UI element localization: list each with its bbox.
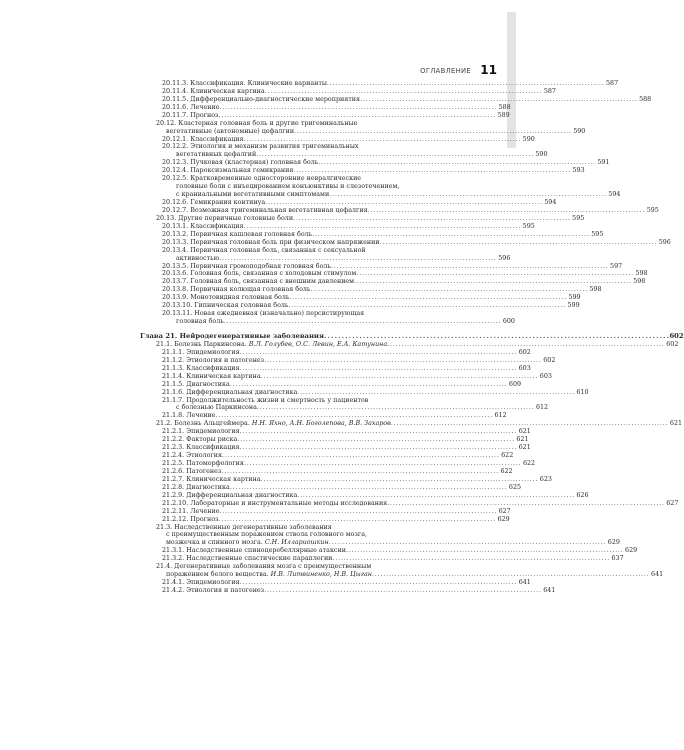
toc-entry-title: 20.12.7. Возможная тригеминальная вегетативная цефалгия — [162, 206, 368, 214]
toc-entry-title: 20.11.6. Лечение — [162, 103, 220, 111]
toc-entry[interactable] — [140, 571, 664, 579]
toc-entry[interactable] — [140, 364, 531, 373]
toc-entry-title: 21.2.1. Эпидемиология — [162, 428, 240, 436]
toc-entry[interactable] — [140, 254, 511, 263]
leader-dots — [354, 278, 630, 286]
toc-entry-authors: В.Л. Голубев, О.С. Левин, Е.А. Катунина — [248, 340, 388, 348]
toc-page-number: 609 — [508, 380, 522, 388]
toc-entry[interactable] — [140, 199, 557, 207]
toc-entry[interactable] — [140, 515, 510, 524]
toc-entry[interactable] — [140, 111, 510, 120]
toc-entry[interactable] — [140, 214, 585, 223]
leader-dots — [219, 508, 495, 516]
leader-dots — [264, 587, 540, 595]
leader-dots — [264, 357, 540, 365]
toc-page-number: 637 — [611, 555, 624, 563]
toc-page-number: 599 — [567, 302, 580, 310]
toc-entry[interactable] — [140, 191, 621, 199]
leader-dots — [387, 500, 663, 508]
leader-dots — [356, 270, 632, 278]
leader-dots — [237, 436, 513, 444]
leader-dots — [240, 349, 516, 357]
toc-entry-title: 20.13.8. Первичная колющая головная боль — [162, 286, 311, 294]
toc-entry[interactable] — [140, 302, 580, 310]
toc-page-number: 622 — [522, 460, 536, 468]
toc-entry-title: 21.2.10. Лабораторные и инструментальные методы исследования — [162, 499, 388, 507]
leader-dots — [257, 404, 533, 412]
toc-entry-title: 20.13.4. Первичная головная боль, связанная с сексуальной — [162, 246, 366, 254]
toc-entry-title: головная боль — [176, 318, 224, 326]
toc-entry-title: 21.1.7. Продолжительность жизни и смертность у пациентов — [162, 396, 369, 404]
leader-dots — [318, 159, 594, 167]
toc-entry-title: 20.13.1. Классификация — [162, 222, 244, 230]
toc-entry[interactable] — [140, 127, 586, 136]
toc-entry[interactable] — [140, 175, 480, 183]
toc-page-number: 602 — [669, 332, 684, 341]
toc-page-number: 621 — [516, 436, 529, 444]
toc-page-number: 629 — [497, 515, 510, 523]
toc-entry-title: 21.2.12. Прогноз — [162, 515, 219, 523]
toc-entry[interactable] — [140, 444, 531, 452]
toc-entry[interactable] — [140, 348, 531, 357]
toc-entry-title: 20.12.6. Гемикрания континуа — [162, 199, 266, 207]
toc-entry-authors: С.Н. Иллариошкин — [264, 539, 329, 547]
leader-dots — [265, 88, 541, 96]
toc-entry-title: 20.11.3. Классификация. Клинические варианты — [162, 79, 327, 87]
toc-page-number: 597 — [610, 262, 623, 270]
toc-entry-title: 20.12.5. Кратковременные односторонние невралгические — [162, 175, 362, 183]
toc-page-number: 589 — [497, 111, 510, 119]
toc-entry[interactable] — [140, 238, 671, 247]
leader-dots — [327, 80, 603, 88]
leader-dots — [329, 539, 605, 547]
toc-page-number: 587 — [543, 87, 556, 95]
running-header — [140, 65, 497, 79]
toc-page-number: 602 — [518, 348, 531, 356]
toc-page-number: 590 — [522, 135, 535, 143]
toc-page-number: 641 — [518, 579, 531, 587]
toc-page-number: 621 — [518, 428, 531, 436]
toc-entry-title: 21.1.4. Клиническая картина — [162, 372, 261, 380]
toc-page-number: 595 — [522, 222, 535, 230]
toc-entry-title: 21.2. Болезнь Альцгеймера. Н.Н. Яхно, А.Н. Боголепова, В.В. Захаров — [156, 420, 391, 428]
leader-dots — [230, 381, 506, 389]
toc-entry[interactable] — [140, 524, 480, 532]
toc-entry-authors: Н.Н. Яхно, А.Н. Боголепова, В.В. Захаров — [251, 420, 391, 428]
toc-entry[interactable] — [140, 499, 679, 508]
leader-dots — [360, 96, 636, 104]
toc-page-number: 595 — [572, 214, 585, 222]
toc-entry[interactable] — [140, 372, 552, 381]
toc-page-number: 602 — [666, 340, 679, 348]
toc-entry-title: 20.11.4. Клиническая картина — [162, 87, 265, 95]
toc-page-number: 625 — [508, 483, 522, 491]
toc-entry[interactable] — [140, 587, 556, 595]
toc-page-number: 594 — [544, 199, 557, 207]
toc-entry-title: 21.2.5. Патоморфология — [162, 460, 244, 468]
leader-dots — [240, 365, 516, 373]
toc-entry[interactable] — [140, 467, 513, 476]
leader-dots — [219, 516, 495, 524]
toc-entry-title: 21.1.6. Дифференциальная диагностика — [162, 388, 298, 396]
toc-entry[interactable] — [140, 436, 529, 444]
toc-page-number: 600 — [502, 318, 515, 326]
leader-dots — [329, 191, 605, 199]
toc-entry-title: 20.13.11. Новая ежедневная (изначально) персистирующая — [162, 310, 365, 318]
toc-entry-title: с болезнью Паркинсона — [176, 404, 257, 412]
toc-page-number: 590 — [573, 127, 586, 135]
toc-entry-title: 20.12.4. Пароксизмальная гемикрания — [162, 167, 294, 175]
toc-page-number: 587 — [606, 79, 619, 87]
toc-entry-title: 21.1.2. Этиология и патогенез — [162, 356, 265, 364]
toc-page-number: 641 — [651, 571, 664, 579]
toc-page-number: 602 — [543, 356, 556, 364]
leader-dots — [261, 373, 537, 381]
toc-page-number: 622 — [501, 452, 514, 460]
toc-entry-title: 20.13.2. Первичная кашлевая головная боль — [162, 230, 313, 238]
toc-entry-title: 20.13.5. Первичная громоподобная головная боль — [162, 262, 331, 270]
toc-entry[interactable] — [140, 460, 536, 468]
leader-dots — [372, 571, 648, 579]
leader-dots — [240, 579, 516, 587]
toc-page-number: 590 — [535, 151, 548, 159]
toc-page-number: 594 — [608, 191, 621, 199]
toc-entry-title: 20.12.1. Классификация — [162, 135, 244, 143]
toc-page-number: 591 — [597, 159, 610, 167]
toc-entry-title: 21.1.8. Лечение — [162, 412, 216, 420]
toc-page-number: 629 — [625, 547, 638, 555]
toc-entry-title: с преимущественным поражением ствола головного мозга, — [166, 531, 368, 539]
toc-entry-title: 20.13.10. Гипническая головная боль — [162, 302, 289, 310]
toc-entry[interactable] — [140, 356, 556, 365]
toc-entry-title: 21.2.8. Диагностика — [162, 483, 230, 491]
leader-dots — [289, 294, 565, 302]
leader-dots — [297, 492, 573, 500]
leader-dots — [219, 104, 495, 112]
toc-entry-title: 21.1.3. Классификация — [162, 364, 240, 372]
leader-dots — [219, 112, 495, 120]
toc-page-number: 626 — [576, 491, 589, 499]
toc-entry-title: 21.2.4. Этиология — [162, 452, 223, 460]
toc-page-number: 612 — [494, 412, 507, 420]
table-of-contents — [140, 79, 684, 595]
leader-dots — [293, 215, 569, 223]
toc-entry-title: с краниальными вегетативными симптомами — [176, 191, 330, 199]
toc-page-number: 595 — [591, 230, 604, 238]
leader-dots — [265, 199, 541, 207]
toc-entry-title: 20.12.3. Пучковая (кластерная) головная боль — [162, 159, 319, 167]
toc-entry[interactable] — [140, 452, 514, 460]
toc-entry[interactable] — [140, 95, 652, 104]
toc-page-number: 612 — [535, 404, 549, 412]
toc-page-number: 596 — [658, 238, 671, 246]
leader-dots — [288, 302, 564, 310]
toc-entry-title: 20.13.6. Головная боль, связанная с холодовым стимулом — [162, 270, 357, 278]
toc-entry-title: поражением белого вещества. И.В. Литвиненко, Н.В. Цыган — [166, 571, 372, 579]
toc-entry[interactable] — [140, 87, 556, 96]
toc-entry[interactable] — [140, 183, 480, 191]
toc-entry[interactable] — [140, 247, 480, 255]
toc-entry-title: вегетативные (автономные) цефалгии — [166, 127, 295, 135]
toc-entry[interactable] — [140, 380, 522, 389]
toc-entry-title: Глава 21. Нейродегенеративные заболевания — [140, 332, 324, 341]
toc-entry-title: 20.12.2. Этиология и механизм развития тригеминальных — [162, 143, 359, 151]
toc-page-number: 593 — [572, 167, 585, 175]
leader-dots — [332, 555, 608, 563]
toc-page-number: 588 — [639, 95, 652, 103]
toc-entry-title: 21.1. Болезнь Паркинсона. В.Л. Голубев, О.С. Левин, Е.А. Катунина — [156, 340, 388, 348]
leader-dots — [221, 468, 497, 476]
leader-dots — [380, 239, 656, 247]
toc-entry-title: вегетативных цефалгий — [176, 151, 257, 159]
toc-entry[interactable] — [140, 475, 552, 484]
toc-entry-title: 21.2.3. Классификация — [162, 444, 240, 452]
toc-entry[interactable] — [140, 318, 515, 326]
toc-entry-title: активностью — [176, 254, 220, 262]
toc-entry-title: 21.2.6. Патогенез — [162, 467, 222, 475]
leader-dots — [261, 476, 537, 484]
toc-entry[interactable] — [140, 483, 522, 492]
toc-entry[interactable] — [140, 340, 679, 349]
toc-entry-title: 21.1.5. Диагностика — [162, 380, 230, 388]
toc-page-number: 598 — [633, 278, 646, 286]
toc-page-number: 641 — [543, 587, 556, 595]
toc-entry-title: головные боли с инъецированием конъюнктивы и слезотечением, — [176, 183, 400, 191]
toc-page-number: 627 — [666, 499, 679, 507]
toc-entry[interactable] — [140, 222, 535, 231]
toc-entry[interactable] — [140, 579, 531, 587]
leader-dots — [297, 389, 573, 397]
toc-entry-authors: И.В. Литвиненко, Н.В. Цыган — [270, 571, 372, 579]
leader-dots — [312, 231, 588, 239]
leader-dots — [244, 223, 520, 231]
page-number: 11 — [480, 63, 497, 77]
toc-entry-title: 20.12. Кластерная головная боль и другие тригеминальные — [156, 119, 358, 127]
toc-page-number: 588 — [498, 103, 511, 111]
leader-dots — [244, 460, 520, 468]
toc-entry-title: мозжечка и спинного мозга. С.Н. Иллариошкин — [166, 539, 329, 547]
leader-dots — [230, 484, 506, 492]
toc-entry-title: 21.2.9. Дифференциальная диагностика — [162, 491, 298, 499]
leader-dots — [224, 318, 500, 326]
toc-page-number: 598 — [635, 270, 648, 278]
toc-entry[interactable] — [140, 563, 480, 571]
leader-dots — [387, 341, 663, 349]
toc-entry[interactable] — [140, 507, 511, 516]
leader-dots — [310, 286, 586, 294]
toc-page-number: 603 — [539, 372, 552, 380]
toc-page-number: 595 — [646, 206, 659, 214]
toc-entry[interactable] — [140, 103, 511, 112]
toc-chapter[interactable] — [140, 332, 684, 341]
toc-page-number: 622 — [500, 467, 513, 475]
toc-page-number: 599 — [568, 294, 581, 302]
toc-entry[interactable] — [140, 388, 589, 397]
toc-entry[interactable] — [140, 491, 589, 500]
toc-entry-title: 21.1.1. Эпидемиология — [162, 348, 240, 356]
toc-page-number: 621 — [669, 420, 683, 428]
toc-entry-title: 21.2.2. Факторы риска — [162, 436, 238, 444]
leader-dots — [222, 452, 498, 460]
toc-entry-title: 20.13. Другие первичные головные боли — [156, 214, 294, 222]
leader-dots — [240, 444, 516, 452]
toc-page-number: 627 — [498, 507, 511, 515]
leader-dots — [240, 428, 516, 436]
leader-dots — [368, 207, 644, 215]
toc-page-number: 623 — [539, 475, 552, 483]
toc-page-number: 596 — [498, 254, 511, 262]
toc-page-number: 603 — [518, 364, 531, 372]
toc-entry-title: 21.3.2. Наследственные спастические параплегии — [162, 555, 333, 563]
toc-entry-title: 21.3. Наследственные дегенеративные заболевания — [156, 523, 332, 531]
leader-dots — [331, 263, 607, 271]
toc-page-number: 598 — [589, 286, 602, 294]
toc-entry-title: 20.11.7. Прогноз — [162, 111, 219, 119]
toc-page-number: 610 — [576, 388, 589, 396]
toc-entry-title: 21.4.2. Этиология и патогенез — [162, 587, 265, 595]
toc-entry-title: 21.4.1. Эпидемиология — [162, 579, 240, 587]
section-title: ОГЛАВЛЕНИЕ — [420, 67, 471, 75]
toc-entry[interactable] — [140, 310, 480, 318]
toc-entry-title: 20.11.5. Дифференциально-диагностические мероприятия — [162, 95, 360, 103]
toc-entry[interactable] — [140, 532, 480, 540]
toc-page-number: 621 — [518, 444, 531, 452]
leader-dots — [346, 547, 622, 555]
toc-page-number: 629 — [607, 539, 620, 547]
toc-entry-title: 20.13.9. Монетовидная головная боль — [162, 294, 290, 302]
toc-entry[interactable] — [140, 230, 604, 239]
toc-entry-title: 21.2.11. Лечение — [162, 507, 220, 515]
leader-dots — [294, 128, 570, 136]
leader-dots — [324, 333, 668, 341]
leader-dots — [219, 255, 495, 263]
toc-entry[interactable] — [140, 206, 659, 215]
toc-entry-title: 21.2.7. Клиническая картина — [162, 475, 261, 483]
toc-entry-title: 20.13.7. Головная боль, связанная с внешним давлением — [162, 278, 355, 286]
toc-entry-title: 21.4. Дегенеративные заболевания мозга с преимущественным — [156, 563, 372, 571]
toc-entry[interactable] — [140, 79, 619, 88]
toc-entry-title: 20.13.3. Первичная головная боль при физическом напряжении — [162, 238, 380, 246]
toc-entry[interactable] — [140, 120, 480, 128]
toc-entry-title: 21.3.1. Наследственные спиноцеребеллярные атаксии — [162, 547, 346, 555]
